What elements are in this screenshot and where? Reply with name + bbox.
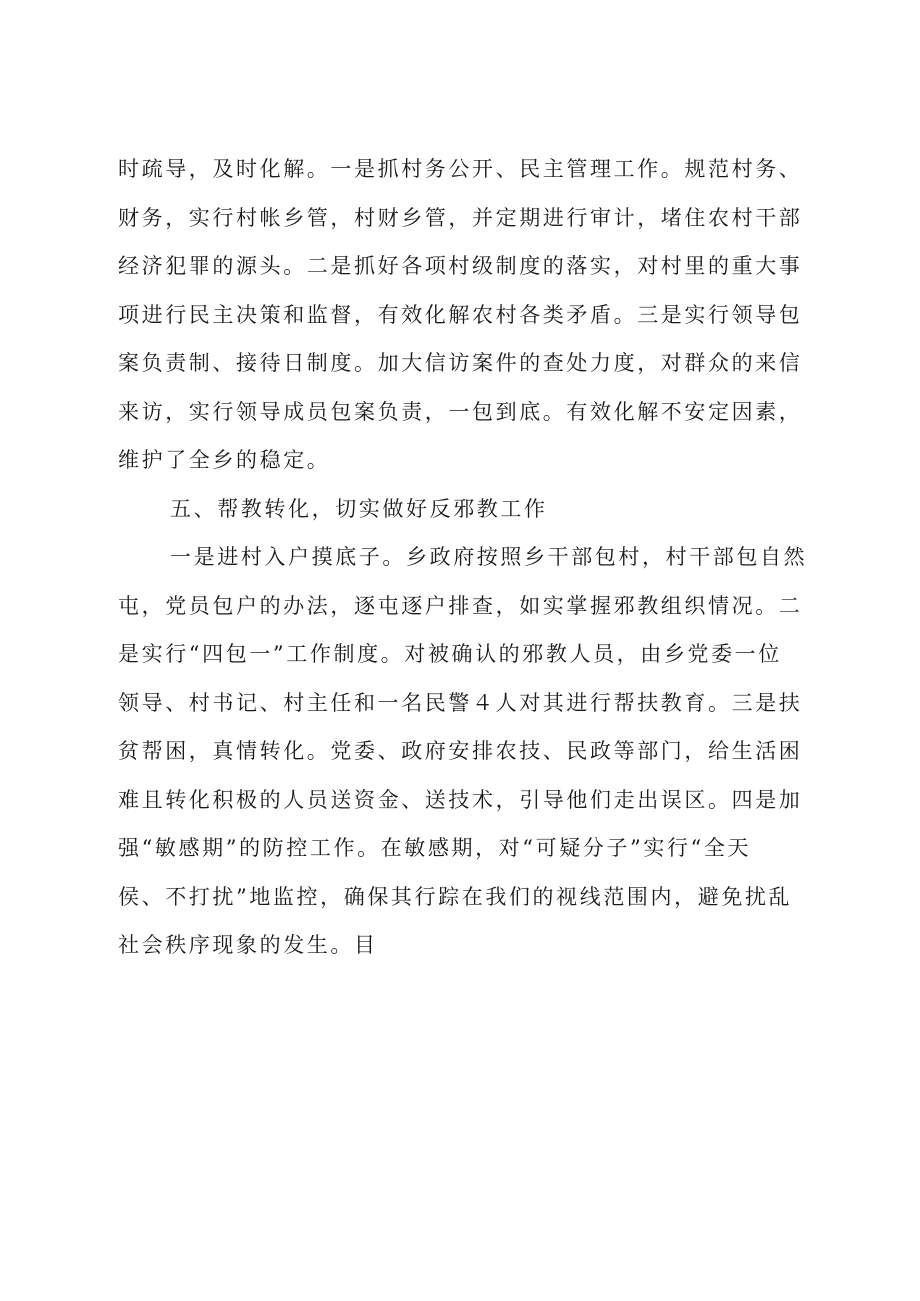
paragraph-line: 来访，实行领导成员包案负责，一包到底。有效化解不安定因素， [118, 399, 803, 424]
paragraph-line: 财务，实行村帐乡管，村财乡管，并定期进行审计，堵住农村干部 [118, 205, 803, 230]
paragraph-line: 侯、不打扰”地监控，确保其行踪在我们的视线范围内，避免扰乱 [118, 884, 793, 909]
paragraph-line: 贫帮困，真情转化。党委、政府安排农技、民政等部门，给生活困 [118, 739, 803, 763]
body-text [118, 145, 808, 970]
paragraph-line: 维护了全乡的稳定。 [118, 448, 331, 472]
paragraph-line: 一是进村入户摸底子。乡政府按照乡干部包村，村干部包自然 [170, 545, 808, 569]
paragraph-line: 屯，党员包户的办法，逐屯逐户排查，如实掌握邪教组织情况。二 [118, 593, 803, 618]
paragraph-line: 强“敏感期”的防控工作。在敏感期，对“可疑分子”实行“全天 [118, 836, 752, 860]
paragraph-line: 案负责制、接待日制度。加大信访案件的查处力度，对群众的来信 [118, 351, 803, 375]
paragraph-line: 社会秩序现象的发生。目 [118, 933, 378, 957]
paragraph-line: 时疏导，及时化解。一是抓村务公开、民主管理工作。规范村务、 [118, 157, 803, 181]
paragraph-line: 是实行“四包一”工作制度。对被确认的邪教人员，由乡党委一位 [118, 642, 782, 666]
paragraph-line: 难且转化积极的人员送资金、送技术，引导他们走出误区。四是加 [118, 787, 803, 812]
paragraph-line: 项进行民主决策和监督，有效化解农村各类矛盾。三是实行领导包 [118, 302, 803, 327]
paragraph-line: 经济犯罪的源头。二是抓好各项村级制度的落实，对村里的重大事 [118, 254, 803, 278]
section-heading: 五、帮教转化，切实做好反邪教工作 [170, 496, 548, 521]
paragraph-line: 领导、村书记、村主任和一名民警４人对其进行帮扶教育。三是扶 [118, 690, 803, 715]
